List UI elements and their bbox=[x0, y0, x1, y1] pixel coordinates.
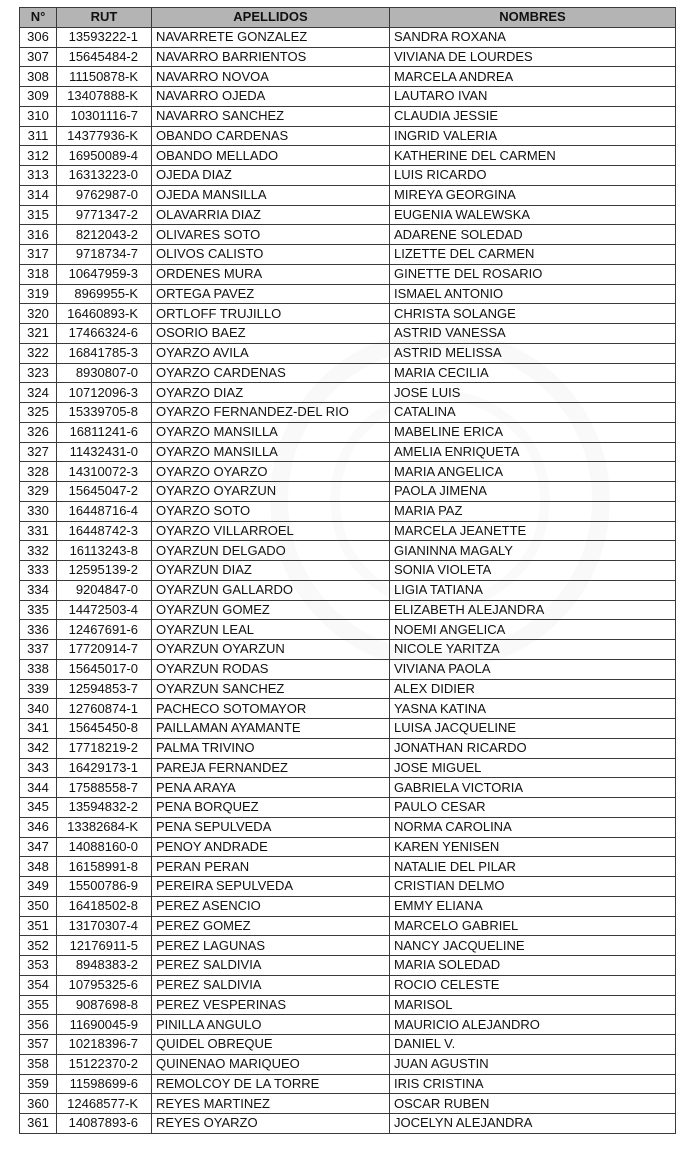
row-nombres: MARISOL bbox=[390, 995, 676, 1015]
row-nombres: MARCELO GABRIEL bbox=[390, 916, 676, 936]
row-number: 335 bbox=[20, 600, 57, 620]
row-number: 329 bbox=[20, 482, 57, 502]
row-rut: 15500786-9 bbox=[57, 877, 152, 897]
row-nombres: CRISTIAN DELMO bbox=[390, 877, 676, 897]
table-row bbox=[20, 1074, 676, 1094]
row-apellidos: NAVARRO SANCHEZ bbox=[152, 106, 390, 126]
row-nombres: IRIS CRISTINA bbox=[390, 1074, 676, 1094]
table-row bbox=[20, 877, 676, 897]
row-apellidos: OJEDA MANSILLA bbox=[152, 185, 390, 205]
row-rut: 17720914-7 bbox=[57, 640, 152, 660]
row-number: 319 bbox=[20, 284, 57, 304]
row-rut: 16448742-3 bbox=[57, 521, 152, 541]
row-rut: 12760874-1 bbox=[57, 699, 152, 719]
row-nombres: KAREN YENISEN bbox=[390, 837, 676, 857]
table-row bbox=[20, 1114, 676, 1134]
row-nombres: MABELINE ERICA bbox=[390, 422, 676, 442]
row-nombres: ADARENE SOLEDAD bbox=[390, 225, 676, 245]
row-number: 338 bbox=[20, 659, 57, 679]
row-nombres: NORMA CAROLINA bbox=[390, 817, 676, 837]
row-number: 361 bbox=[20, 1114, 57, 1134]
row-number: 333 bbox=[20, 561, 57, 581]
row-nombres: MARIA CECILIA bbox=[390, 363, 676, 383]
row-rut: 16158991-8 bbox=[57, 857, 152, 877]
row-number: 312 bbox=[20, 146, 57, 166]
row-apellidos: QUIDEL OBREQUE bbox=[152, 1035, 390, 1055]
row-number: 314 bbox=[20, 185, 57, 205]
row-apellidos: PENOY ANDRADE bbox=[152, 837, 390, 857]
row-number: 337 bbox=[20, 640, 57, 660]
row-rut: 16811241-6 bbox=[57, 422, 152, 442]
table-row bbox=[20, 324, 676, 344]
row-number: 336 bbox=[20, 620, 57, 640]
row-number: 356 bbox=[20, 1015, 57, 1035]
row-rut: 15122370-2 bbox=[57, 1054, 152, 1074]
row-apellidos: PEREZ SALDIVIA bbox=[152, 975, 390, 995]
table-row bbox=[20, 600, 676, 620]
row-rut: 14087893-6 bbox=[57, 1114, 152, 1134]
row-apellidos: OYARZO FERNANDEZ-DEL RIO bbox=[152, 403, 390, 423]
row-apellidos: REYES OYARZO bbox=[152, 1114, 390, 1134]
row-number: 315 bbox=[20, 205, 57, 225]
row-apellidos: PERAN PERAN bbox=[152, 857, 390, 877]
row-rut: 17588558-7 bbox=[57, 778, 152, 798]
row-number: 309 bbox=[20, 87, 57, 107]
row-number: 328 bbox=[20, 462, 57, 482]
table-row bbox=[20, 1094, 676, 1114]
row-nombres: OSCAR RUBEN bbox=[390, 1094, 676, 1114]
row-number: 323 bbox=[20, 363, 57, 383]
table-row bbox=[20, 343, 676, 363]
table-row bbox=[20, 264, 676, 284]
row-rut: 12594853-7 bbox=[57, 679, 152, 699]
row-rut: 14377936-K bbox=[57, 126, 152, 146]
row-nombres: GINETTE DEL ROSARIO bbox=[390, 264, 676, 284]
row-apellidos: OSORIO BAEZ bbox=[152, 324, 390, 344]
row-number: 308 bbox=[20, 67, 57, 87]
header-apellidos: APELLIDOS bbox=[152, 8, 390, 28]
row-nombres: LUIS RICARDO bbox=[390, 166, 676, 186]
row-number: 313 bbox=[20, 166, 57, 186]
row-rut: 13382684-K bbox=[57, 817, 152, 837]
row-apellidos: PAREJA FERNANDEZ bbox=[152, 758, 390, 778]
row-apellidos: NAVARRETE GONZALEZ bbox=[152, 27, 390, 47]
row-rut: 11150878-K bbox=[57, 67, 152, 87]
row-nombres: INGRID VALERIA bbox=[390, 126, 676, 146]
table-row bbox=[20, 758, 676, 778]
row-apellidos: OYARZO MANSILLA bbox=[152, 442, 390, 462]
row-nombres: JOCELYN ALEJANDRA bbox=[390, 1114, 676, 1134]
row-number: 325 bbox=[20, 403, 57, 423]
table-row bbox=[20, 501, 676, 521]
row-nombres: AMELIA ENRIQUETA bbox=[390, 442, 676, 462]
row-number: 345 bbox=[20, 798, 57, 818]
table-row bbox=[20, 837, 676, 857]
table-row bbox=[20, 561, 676, 581]
row-apellidos: PENA ARAYA bbox=[152, 778, 390, 798]
table-row bbox=[20, 27, 676, 47]
row-nombres: EMMY ELIANA bbox=[390, 896, 676, 916]
row-apellidos: OYARZO OYARZO bbox=[152, 462, 390, 482]
row-apellidos: OYARZUN LEAL bbox=[152, 620, 390, 640]
table-row bbox=[20, 106, 676, 126]
table-row bbox=[20, 403, 676, 423]
row-rut: 15645047-2 bbox=[57, 482, 152, 502]
row-apellidos: PEREZ SALDIVIA bbox=[152, 956, 390, 976]
row-number: 322 bbox=[20, 343, 57, 363]
row-rut: 14088160-0 bbox=[57, 837, 152, 857]
row-rut: 17718219-2 bbox=[57, 738, 152, 758]
row-apellidos: OYARZUN SANCHEZ bbox=[152, 679, 390, 699]
row-nombres: JUAN AGUSTIN bbox=[390, 1054, 676, 1074]
row-rut: 16429173-1 bbox=[57, 758, 152, 778]
row-apellidos: PALMA TRIVINO bbox=[152, 738, 390, 758]
row-nombres: LUISA JACQUELINE bbox=[390, 719, 676, 739]
row-apellidos: QUINENAO MARIQUEO bbox=[152, 1054, 390, 1074]
row-nombres: JOSE LUIS bbox=[390, 383, 676, 403]
row-rut: 16313223-0 bbox=[57, 166, 152, 186]
table-row bbox=[20, 778, 676, 798]
row-rut: 8948383-2 bbox=[57, 956, 152, 976]
row-rut: 9718734-7 bbox=[57, 245, 152, 265]
row-number: 327 bbox=[20, 442, 57, 462]
row-nombres: PAULO CESAR bbox=[390, 798, 676, 818]
row-rut: 9204847-0 bbox=[57, 580, 152, 600]
row-nombres: JONATHAN RICARDO bbox=[390, 738, 676, 758]
row-apellidos: PINILLA ANGULO bbox=[152, 1015, 390, 1035]
row-rut: 9762987-0 bbox=[57, 185, 152, 205]
row-nombres: ASTRID VANESSA bbox=[390, 324, 676, 344]
row-number: 350 bbox=[20, 896, 57, 916]
row-apellidos: OJEDA DIAZ bbox=[152, 166, 390, 186]
row-rut: 15339705-8 bbox=[57, 403, 152, 423]
row-apellidos: REYES MARTINEZ bbox=[152, 1094, 390, 1114]
table-row bbox=[20, 580, 676, 600]
row-number: 310 bbox=[20, 106, 57, 126]
table-row bbox=[20, 620, 676, 640]
row-apellidos: OBANDO CARDENAS bbox=[152, 126, 390, 146]
row-number: 352 bbox=[20, 936, 57, 956]
row-nombres: NATALIE DEL PILAR bbox=[390, 857, 676, 877]
row-number: 330 bbox=[20, 501, 57, 521]
row-rut: 10647959-3 bbox=[57, 264, 152, 284]
row-number: 346 bbox=[20, 817, 57, 837]
row-number: 339 bbox=[20, 679, 57, 699]
row-apellidos: ORDENES MURA bbox=[152, 264, 390, 284]
row-number: 351 bbox=[20, 916, 57, 936]
table-row bbox=[20, 462, 676, 482]
row-nombres: NANCY JACQUELINE bbox=[390, 936, 676, 956]
row-apellidos: ORTEGA PAVEZ bbox=[152, 284, 390, 304]
row-rut: 10218396-7 bbox=[57, 1035, 152, 1055]
row-nombres: JOSE MIGUEL bbox=[390, 758, 676, 778]
table-row bbox=[20, 659, 676, 679]
row-number: 334 bbox=[20, 580, 57, 600]
table-row bbox=[20, 798, 676, 818]
table-row bbox=[20, 699, 676, 719]
row-nombres: LIZETTE DEL CARMEN bbox=[390, 245, 676, 265]
row-number: 324 bbox=[20, 383, 57, 403]
row-number: 343 bbox=[20, 758, 57, 778]
row-apellidos: OYARZO OYARZUN bbox=[152, 482, 390, 502]
row-nombres: MAURICIO ALEJANDRO bbox=[390, 1015, 676, 1035]
row-rut: 12467691-6 bbox=[57, 620, 152, 640]
row-nombres: VIVIANA DE LOURDES bbox=[390, 47, 676, 67]
row-rut: 16460893-K bbox=[57, 304, 152, 324]
row-rut: 8969955-K bbox=[57, 284, 152, 304]
table-row bbox=[20, 857, 676, 877]
row-nombres: ELIZABETH ALEJANDRA bbox=[390, 600, 676, 620]
row-apellidos: NAVARRO BARRIENTOS bbox=[152, 47, 390, 67]
table-row bbox=[20, 738, 676, 758]
row-apellidos: REMOLCOY DE LA TORRE bbox=[152, 1074, 390, 1094]
row-apellidos: PEREZ GOMEZ bbox=[152, 916, 390, 936]
row-nombres: MARIA ANGELICA bbox=[390, 462, 676, 482]
row-rut: 11598699-6 bbox=[57, 1074, 152, 1094]
row-number: 318 bbox=[20, 264, 57, 284]
table-row bbox=[20, 1035, 676, 1055]
row-rut: 9087698-8 bbox=[57, 995, 152, 1015]
row-number: 326 bbox=[20, 422, 57, 442]
header-nombres: NOMBRES bbox=[390, 8, 676, 28]
row-nombres: EUGENIA WALEWSKA bbox=[390, 205, 676, 225]
row-apellidos: NAVARRO NOVOA bbox=[152, 67, 390, 87]
table-header-row bbox=[20, 8, 676, 28]
row-apellidos: OYARZUN GOMEZ bbox=[152, 600, 390, 620]
row-rut: 15645450-8 bbox=[57, 719, 152, 739]
table-row bbox=[20, 541, 676, 561]
row-nombres: MIREYA GEORGINA bbox=[390, 185, 676, 205]
row-nombres: LIGIA TATIANA bbox=[390, 580, 676, 600]
row-rut: 9771347-2 bbox=[57, 205, 152, 225]
row-number: 331 bbox=[20, 521, 57, 541]
row-rut: 12468577-K bbox=[57, 1094, 152, 1114]
row-nombres: ISMAEL ANTONIO bbox=[390, 284, 676, 304]
row-rut: 13593222-1 bbox=[57, 27, 152, 47]
table-row bbox=[20, 166, 676, 186]
row-nombres: NICOLE YARITZA bbox=[390, 640, 676, 660]
row-number: 358 bbox=[20, 1054, 57, 1074]
row-number: 317 bbox=[20, 245, 57, 265]
row-number: 320 bbox=[20, 304, 57, 324]
row-nombres: MARIA PAZ bbox=[390, 501, 676, 521]
row-number: 307 bbox=[20, 47, 57, 67]
row-apellidos: OYARZUN DIAZ bbox=[152, 561, 390, 581]
row-number: 355 bbox=[20, 995, 57, 1015]
row-apellidos: PACHECO SOTOMAYOR bbox=[152, 699, 390, 719]
roster-table-container bbox=[19, 7, 676, 1134]
row-rut: 10301116-7 bbox=[57, 106, 152, 126]
row-apellidos: ORTLOFF TRUJILLO bbox=[152, 304, 390, 324]
table-row bbox=[20, 185, 676, 205]
row-apellidos: OYARZUN RODAS bbox=[152, 659, 390, 679]
row-nombres: YASNA KATINA bbox=[390, 699, 676, 719]
row-nombres: KATHERINE DEL CARMEN bbox=[390, 146, 676, 166]
table-row bbox=[20, 936, 676, 956]
table-row bbox=[20, 640, 676, 660]
row-apellidos: OYARZO DIAZ bbox=[152, 383, 390, 403]
row-apellidos: PEREZ ASENCIO bbox=[152, 896, 390, 916]
row-rut: 10795325-6 bbox=[57, 975, 152, 995]
row-rut: 16950089-4 bbox=[57, 146, 152, 166]
row-apellidos: OYARZUN GALLARDO bbox=[152, 580, 390, 600]
table-row bbox=[20, 383, 676, 403]
row-apellidos: OYARZUN OYARZUN bbox=[152, 640, 390, 660]
table-row bbox=[20, 126, 676, 146]
row-number: 347 bbox=[20, 837, 57, 857]
table-row bbox=[20, 422, 676, 442]
row-rut: 11432431-0 bbox=[57, 442, 152, 462]
row-number: 359 bbox=[20, 1074, 57, 1094]
row-rut: 13407888-K bbox=[57, 87, 152, 107]
row-number: 357 bbox=[20, 1035, 57, 1055]
row-apellidos: PEREZ VESPERINAS bbox=[152, 995, 390, 1015]
row-number: 340 bbox=[20, 699, 57, 719]
row-rut: 16113243-8 bbox=[57, 541, 152, 561]
row-number: 316 bbox=[20, 225, 57, 245]
row-rut: 8212043-2 bbox=[57, 225, 152, 245]
row-number: 360 bbox=[20, 1094, 57, 1114]
row-nombres: NOEMI ANGELICA bbox=[390, 620, 676, 640]
table-row bbox=[20, 482, 676, 502]
row-number: 311 bbox=[20, 126, 57, 146]
table-row bbox=[20, 916, 676, 936]
row-rut: 15645484-2 bbox=[57, 47, 152, 67]
row-apellidos: OYARZO VILLARROEL bbox=[152, 521, 390, 541]
row-rut: 12595139-2 bbox=[57, 561, 152, 581]
table-row bbox=[20, 521, 676, 541]
row-apellidos: OYARZO MANSILLA bbox=[152, 422, 390, 442]
row-apellidos: OYARZO CARDENAS bbox=[152, 363, 390, 383]
table-row bbox=[20, 245, 676, 265]
table-row bbox=[20, 679, 676, 699]
row-nombres: MARCELA JEANETTE bbox=[390, 521, 676, 541]
roster-table bbox=[19, 7, 676, 1134]
row-nombres: SONIA VIOLETA bbox=[390, 561, 676, 581]
table-row bbox=[20, 896, 676, 916]
row-number: 342 bbox=[20, 738, 57, 758]
row-apellidos: PAILLAMAN AYAMANTE bbox=[152, 719, 390, 739]
row-number: 332 bbox=[20, 541, 57, 561]
row-nombres: GIANINNA MAGALY bbox=[390, 541, 676, 561]
row-rut: 13170307-4 bbox=[57, 916, 152, 936]
row-apellidos: OYARZO SOTO bbox=[152, 501, 390, 521]
header-rut: RUT bbox=[57, 8, 152, 28]
row-apellidos: OBANDO MELLADO bbox=[152, 146, 390, 166]
table-row bbox=[20, 67, 676, 87]
row-rut: 11690045-9 bbox=[57, 1015, 152, 1035]
row-nombres: ASTRID MELISSA bbox=[390, 343, 676, 363]
row-apellidos: OLIVARES SOTO bbox=[152, 225, 390, 245]
row-number: 306 bbox=[20, 27, 57, 47]
table-row bbox=[20, 995, 676, 1015]
row-apellidos: PENA SEPULVEDA bbox=[152, 817, 390, 837]
row-apellidos: OLAVARRIA DIAZ bbox=[152, 205, 390, 225]
row-rut: 13594832-2 bbox=[57, 798, 152, 818]
header-number: N° bbox=[20, 8, 57, 28]
row-number: 353 bbox=[20, 956, 57, 976]
table-row bbox=[20, 975, 676, 995]
row-nombres: LAUTARO IVAN bbox=[390, 87, 676, 107]
row-rut: 16448716-4 bbox=[57, 501, 152, 521]
row-number: 321 bbox=[20, 324, 57, 344]
row-nombres: ROCIO CELESTE bbox=[390, 975, 676, 995]
row-nombres: ALEX DIDIER bbox=[390, 679, 676, 699]
row-nombres: VIVIANA PAOLA bbox=[390, 659, 676, 679]
row-rut: 15645017-0 bbox=[57, 659, 152, 679]
row-apellidos: OYARZO AVILA bbox=[152, 343, 390, 363]
row-nombres: GABRIELA VICTORIA bbox=[390, 778, 676, 798]
row-apellidos: PENA BORQUEZ bbox=[152, 798, 390, 818]
table-row bbox=[20, 284, 676, 304]
table-row bbox=[20, 87, 676, 107]
row-rut: 16841785-3 bbox=[57, 343, 152, 363]
row-nombres: MARIA SOLEDAD bbox=[390, 956, 676, 976]
row-apellidos: OLIVOS CALISTO bbox=[152, 245, 390, 265]
row-apellidos: PEREZ LAGUNAS bbox=[152, 936, 390, 956]
row-nombres: PAOLA JIMENA bbox=[390, 482, 676, 502]
table-row bbox=[20, 817, 676, 837]
row-rut: 14472503-4 bbox=[57, 600, 152, 620]
table-row bbox=[20, 146, 676, 166]
row-rut: 12176911-5 bbox=[57, 936, 152, 956]
table-row bbox=[20, 1015, 676, 1035]
row-nombres: CLAUDIA JESSIE bbox=[390, 106, 676, 126]
row-nombres: CHRISTA SOLANGE bbox=[390, 304, 676, 324]
row-nombres: MARCELA ANDREA bbox=[390, 67, 676, 87]
row-apellidos: PEREIRA SEPULVEDA bbox=[152, 877, 390, 897]
row-number: 354 bbox=[20, 975, 57, 995]
table-row bbox=[20, 1054, 676, 1074]
row-rut: 8930807-0 bbox=[57, 363, 152, 383]
table-row bbox=[20, 442, 676, 462]
table-row bbox=[20, 205, 676, 225]
table-row bbox=[20, 719, 676, 739]
row-number: 341 bbox=[20, 719, 57, 739]
table-row bbox=[20, 363, 676, 383]
row-apellidos: OYARZUN DELGADO bbox=[152, 541, 390, 561]
row-apellidos: NAVARRO OJEDA bbox=[152, 87, 390, 107]
row-number: 349 bbox=[20, 877, 57, 897]
row-nombres: SANDRA ROXANA bbox=[390, 27, 676, 47]
row-rut: 16418502-8 bbox=[57, 896, 152, 916]
table-row bbox=[20, 304, 676, 324]
row-rut: 14310072-3 bbox=[57, 462, 152, 482]
row-number: 348 bbox=[20, 857, 57, 877]
row-nombres: DANIEL V. bbox=[390, 1035, 676, 1055]
row-rut: 10712096-3 bbox=[57, 383, 152, 403]
row-number: 344 bbox=[20, 778, 57, 798]
table-row bbox=[20, 47, 676, 67]
table-row bbox=[20, 225, 676, 245]
table-body bbox=[20, 27, 676, 1133]
row-nombres: CATALINA bbox=[390, 403, 676, 423]
row-rut: 17466324-6 bbox=[57, 324, 152, 344]
table-row bbox=[20, 956, 676, 976]
